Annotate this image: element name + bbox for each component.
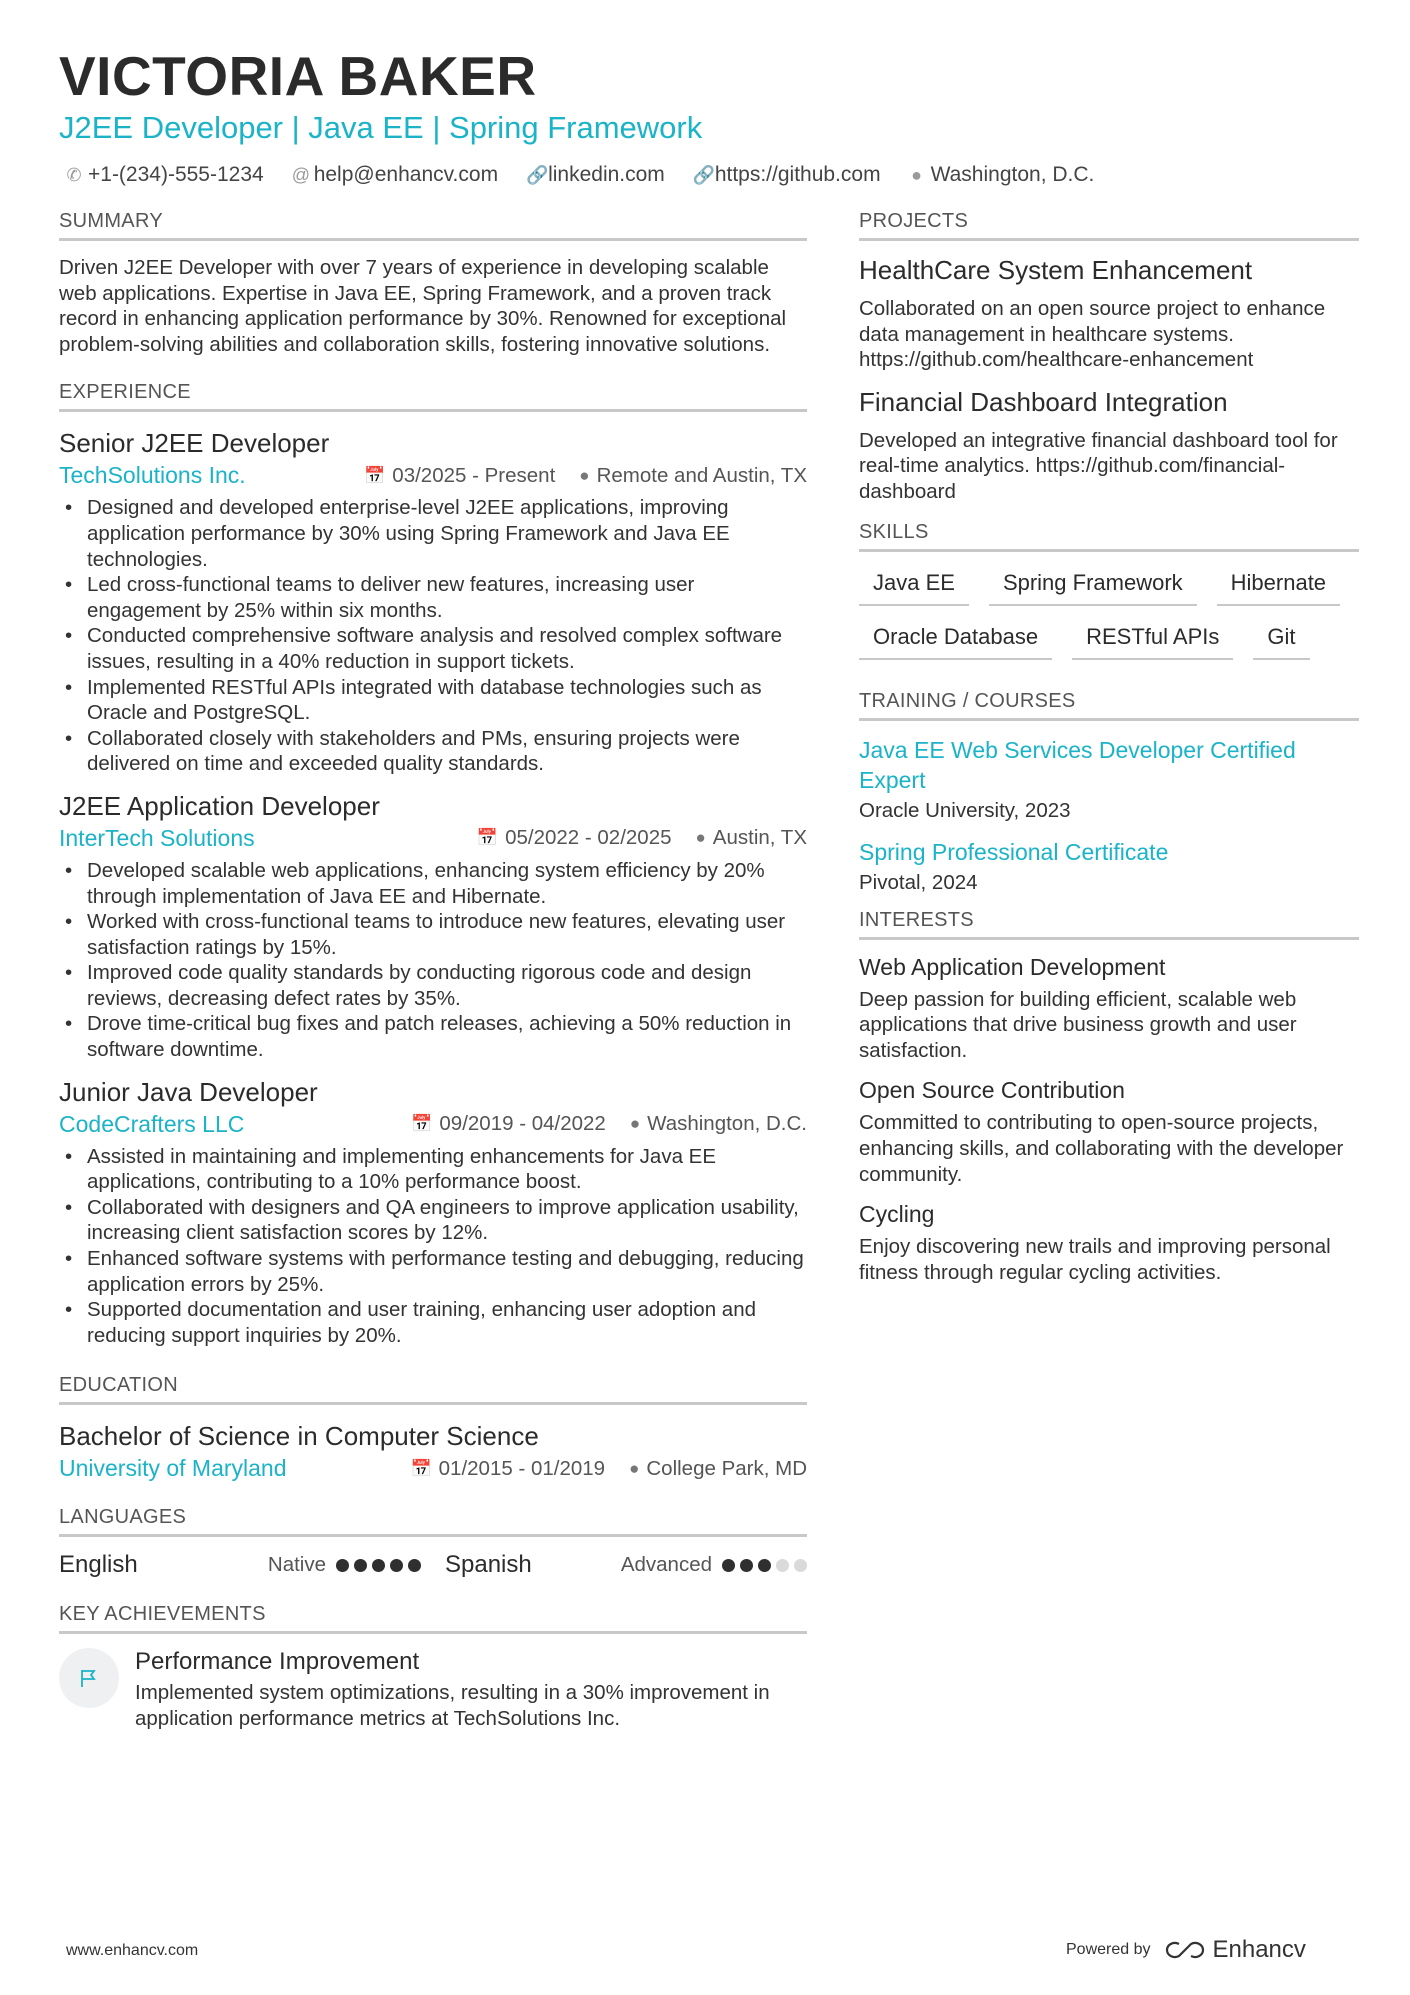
- map-pin-icon: ●: [911, 164, 923, 185]
- job-title: Junior Java Developer: [59, 1076, 318, 1107]
- achievements-section: [59, 1603, 807, 1731]
- dot-filled: [740, 1559, 753, 1572]
- map-pin-icon: ●: [629, 1114, 641, 1134]
- company-name: InterTech Solutions: [59, 824, 255, 851]
- bullet-item: • Collaborated closely with stakeholders and PMs, ensuring projects were delivered on time and exceeded quality standards.: [59, 726, 807, 777]
- job-meta-details: [364, 464, 807, 488]
- course-title: Spring Professional Certificate: [859, 838, 1169, 865]
- language-item: [59, 1551, 421, 1579]
- candidate-name: VICTORIA BAKER: [59, 45, 537, 107]
- interest-title: Cycling: [859, 1201, 935, 1228]
- language-level-group: [621, 1553, 807, 1577]
- language-item: [445, 1551, 807, 1579]
- job-meta: [59, 462, 807, 489]
- contact-bar: [66, 163, 1094, 187]
- job-location: [696, 826, 807, 850]
- email-text: help@enhancv.com: [313, 163, 499, 186]
- company-name: TechSolutions Inc.: [59, 462, 246, 489]
- skill-tag: Hibernate: [1217, 566, 1340, 606]
- project-text: Collaborated on an open source project to enhance data management in healthcare systems. https://github.com/healthcare-enhancement: [859, 297, 1326, 372]
- job-title: J2EE Application Developer: [59, 790, 380, 821]
- calendar-icon: 📅: [476, 828, 499, 848]
- project-title: HealthCare System Enhancement: [859, 255, 1253, 285]
- interest-item: [859, 1077, 1359, 1187]
- dot-filled: [722, 1559, 735, 1572]
- interest-item: [859, 954, 1359, 1064]
- language-name: English: [59, 1551, 138, 1579]
- course-provider: Oracle University, 2023: [859, 798, 1071, 822]
- job-bullets: [59, 858, 807, 1063]
- achievement-item: [59, 1648, 807, 1731]
- course-provider: Pivotal, 2024: [859, 870, 978, 894]
- job-dates: [411, 1112, 606, 1136]
- bullet-item: • Developed scalable web applications, enhancing system efficiency by 20% through implementation of Java EE and Hibernate.: [59, 858, 807, 909]
- interest-text: Enjoy discovering new trails and improving personal fitness through regular cycling activities.: [859, 1235, 1331, 1284]
- section-title: TRAINING / COURSES: [859, 690, 1359, 721]
- dates-text: 09/2019 - 04/2022: [439, 1112, 606, 1136]
- job-title: Senior J2EE Developer: [59, 428, 330, 459]
- location-text: Austin, TX: [712, 826, 807, 850]
- link-icon: 🔗: [526, 164, 549, 185]
- section-title: SUMMARY: [59, 210, 807, 241]
- project-title: Financial Dashboard Integration: [859, 386, 1228, 417]
- calendar-icon: 📅: [411, 1114, 433, 1134]
- dot-filled: [758, 1559, 771, 1572]
- language-name: Spanish: [445, 1551, 532, 1579]
- degree: Bachelor of Science in Computer Science: [59, 1421, 539, 1452]
- job-bullets: [59, 495, 807, 777]
- training-section: [859, 690, 1359, 895]
- dot-filled: [372, 1559, 385, 1572]
- skill-tag: Java EE: [859, 566, 969, 606]
- bullet-item: • Supported documentation and user training, enhancing user adoption and reducing support inquiries by 20%.: [59, 1297, 807, 1348]
- skills-list: [859, 566, 1359, 660]
- language-level-group: [268, 1553, 421, 1577]
- dot-filled: [390, 1559, 403, 1572]
- location-text: Washington, D.C.: [930, 163, 1095, 186]
- map-pin-icon: ●: [695, 828, 706, 848]
- enhancv-logo[interactable]: [1165, 1936, 1306, 1964]
- job-meta: [59, 825, 807, 852]
- section-title: LANGUAGES: [59, 1506, 807, 1537]
- right-column: [859, 210, 1359, 1309]
- bullet-item: • Collaborated with designers and QA engineers to improve application usability, increasing client satisfaction scores by 12%.: [59, 1195, 807, 1246]
- job-entry: [59, 789, 807, 1063]
- dot-filled: [354, 1559, 367, 1572]
- language-level: Advanced: [620, 1553, 712, 1577]
- languages-section: [59, 1506, 807, 1579]
- location-text: Washington, D.C.: [647, 1112, 807, 1136]
- projects-section: [859, 210, 1359, 505]
- bullet-item: • Implemented RESTful APIs integrated with database technologies such as Oracle and PostgreSQL.: [59, 675, 807, 726]
- project-text: Developed an integrative financial dashboard tool for real-time analytics. https://github.com/financial-dashboard: [859, 428, 1338, 503]
- course-title: Java EE Web Services Developer Certified Expert: [859, 736, 1296, 793]
- contact-linkedin[interactable]: [526, 163, 665, 187]
- job-location: [579, 464, 807, 488]
- education-dates: [410, 1457, 605, 1481]
- job-dates: [477, 826, 672, 850]
- skill-tag: RESTful APIs: [1072, 620, 1233, 660]
- job-meta-details: [411, 1112, 807, 1136]
- bullet-item: • Designed and developed enterprise-level J2EE applications, improving application performance by 30% using Spring Framework and Java EE technologies.: [59, 495, 807, 572]
- interests-section: [859, 909, 1359, 1286]
- experience-section: [59, 381, 807, 1348]
- interest-text: Deep passion for building efficient, scalable web applications that drive business growth and user satisfaction.: [859, 987, 1297, 1062]
- bullet-item: • Improved code quality standards by conducting rigorous code and design reviews, decreasing defect rates by 35%.: [59, 960, 807, 1011]
- section-title: EDUCATION: [59, 1374, 807, 1405]
- at-icon: @: [291, 164, 310, 185]
- link-icon: 🔗: [692, 164, 716, 185]
- flag-icon: [59, 1648, 119, 1708]
- bullet-item: • Worked with cross-functional teams to introduce new features, elevating user satisfaction ratings by 15%.: [59, 909, 807, 960]
- calendar-icon: 📅: [410, 1458, 432, 1478]
- github-text: https://github.com: [714, 163, 881, 186]
- section-title: EXPERIENCE: [59, 381, 807, 412]
- interest-text: Committed to contributing to open-source projects, enhancing skills, and collaborating with the developer community.: [859, 1111, 1344, 1186]
- job-entry: [59, 1075, 807, 1349]
- section-title: SKILLS: [859, 521, 1359, 552]
- job-meta-details: [477, 826, 807, 850]
- achievement-text: Implemented system optimizations, resulting in a 30% improvement in application performance metrics at TechSolutions Inc.: [135, 1681, 770, 1730]
- contact-location: [909, 163, 1095, 187]
- interest-title: Open Source Contribution: [859, 1077, 1125, 1104]
- proficiency-dots: [336, 1559, 421, 1572]
- skill-tag: Spring Framework: [989, 566, 1197, 606]
- job-bullets: [59, 1144, 807, 1349]
- summary-section: [59, 210, 807, 357]
- achievement-title: Performance Improvement: [135, 1648, 420, 1676]
- dates-text: 05/2022 - 02/2025: [505, 826, 672, 850]
- section-title: INTERESTS: [859, 909, 1359, 940]
- contact-email[interactable]: [292, 163, 498, 187]
- phone-icon: ✆: [66, 164, 82, 185]
- skills-section: [859, 521, 1359, 660]
- bullet-item: • Enhanced software systems with performance testing and debugging, reducing application errors by 25%.: [59, 1246, 807, 1297]
- company-name: CodeCrafters LLC: [59, 1110, 245, 1137]
- powered-by-label: Powered by: [1066, 1941, 1151, 1958]
- skill-tag: Oracle Database: [859, 620, 1052, 660]
- language-level: Native: [267, 1553, 326, 1577]
- linkedin-text: linkedin.com: [548, 163, 665, 186]
- bullet-item: • Conducted comprehensive software analysis and resolved complex software issues, resulting in a 40% reduction in support tickets.: [59, 623, 807, 674]
- dot-filled: [408, 1559, 421, 1572]
- dot-filled: [336, 1559, 349, 1572]
- achievement-body: [135, 1648, 807, 1731]
- dates-text: 03/2025 - Present: [392, 463, 556, 487]
- bullet-item: • Assisted in maintaining and implementing enhancements for Java EE applications, contributing to a 10% performance boost.: [59, 1144, 807, 1195]
- interest-item: [859, 1201, 1359, 1285]
- section-title: PROJECTS: [859, 210, 1359, 241]
- education-location: [629, 1457, 807, 1481]
- interest-title: Web Application Development: [859, 953, 1166, 980]
- map-pin-icon: ●: [579, 465, 590, 485]
- project-item: [859, 387, 1359, 505]
- footer-brand: [1066, 1936, 1306, 1964]
- education-section: [59, 1374, 807, 1482]
- job-location: [630, 1112, 807, 1136]
- education-meta: [59, 1455, 807, 1482]
- job-dates: [364, 464, 555, 488]
- dot-empty: [776, 1559, 789, 1572]
- summary-text: Driven J2EE Developer with over 7 years of experience in developing scalable web applications. Expertise in Java EE, Spring Framework, and a proven track record in enhancing application performance by 30%. Renowned for exceptional problem-solving abilities and collaboration skills, fostering innovative solutions.: [59, 256, 787, 356]
- contact-github[interactable]: [693, 163, 881, 187]
- dot-empty: [794, 1559, 807, 1572]
- job-meta: [59, 1111, 807, 1138]
- map-pin-icon: ●: [629, 1458, 640, 1478]
- education-meta-details: [410, 1457, 807, 1481]
- proficiency-dots: [722, 1559, 807, 1572]
- section-title: KEY ACHIEVEMENTS: [59, 1603, 807, 1634]
- phone-text: +1-(234)-555-1234: [88, 163, 264, 186]
- contact-phone[interactable]: [66, 163, 264, 187]
- footer-website[interactable]: www.enhancv.com: [66, 1942, 199, 1959]
- left-column: [59, 210, 807, 1756]
- job-entry: [59, 426, 807, 777]
- location-text: College Park, MD: [646, 1456, 807, 1480]
- bullet-item: • Drove time-critical bug fixes and patch releases, achieving a 50% reduction in software downtime.: [59, 1011, 807, 1062]
- dates-text: 01/2015 - 01/2019: [438, 1456, 606, 1480]
- headline: J2EE Developer | Java EE | Spring Framework: [59, 110, 703, 145]
- location-text: Remote and Austin, TX: [596, 463, 807, 487]
- bullet-item: • Led cross-functional teams to deliver new features, increasing user engagement by 25% within six months.: [59, 572, 807, 623]
- skill-tag: Git: [1253, 620, 1309, 660]
- languages-row: [59, 1551, 807, 1579]
- enhancv-logo-icon: [1165, 1939, 1205, 1961]
- project-item: [859, 255, 1359, 373]
- brand-name: Enhancv: [1212, 1936, 1306, 1963]
- calendar-icon: 📅: [364, 465, 386, 485]
- school-name: University of Maryland: [59, 1455, 287, 1482]
